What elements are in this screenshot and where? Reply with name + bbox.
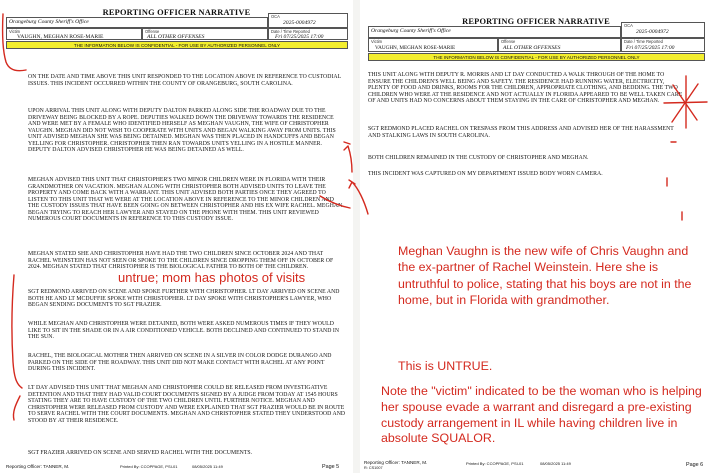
annotation-note-wife: Meghan Vaughn is the new wife of Chris Vaughn and the ex-partner of Rachel Weinstein. Here she is untruthful to police, stating that his boys are not in the home, but in Florida with grandmother.: [398, 244, 692, 308]
narrative-paragraph: ON THE DATE AND TIME ABOVE THIS UNIT RESPONDED TO THE LOCATION ABOVE IN REFERENCE TO CUSTODIAL ISSUES. THIS INCIDENT OCCURRED WITHIN THE COUNTY OF ORANGEBURG, SOUTH CAROLINA.: [28, 74, 341, 87]
footer-printed-date: 08/05/2025 11:49: [192, 464, 223, 469]
footer-code: R: CS1007: [364, 466, 383, 470]
report-title: REPORTING OFFICER NARRATIVE: [102, 8, 251, 17]
agency-name: Orangeburg County Sheriff's Office: [9, 19, 89, 25]
narrative-paragraph: MEGHAN ADVISED THIS UNIT THAT CHRISTOPHER'S TWO MINOR CHILDREN WERE IN FLORIDA WITH THEIR GRANDMOTHER ON VACATION. MEGHAN ALONG WITH CHRISTOPHER BOTH ADVISED UNITS TO LEAVE THE PROPERTY AND COME BACK WITH A WARRANT. THIS UNIT ADVISED BOTH PARTIES ONCE THEY AGREED TO LISTEN TO THIS UNIT THAT WE WERE AT THE LOCATION ABOVE IN REFERENCE TO THE MINOR CHILDREN AND THE CUSTODY ISSUES THAT HAVE BEEN GOING ON BETWEEN CHRISTOPHER AND HIS EX WIFE RACHEL. MEGHAN BEGAN TRYING TO REACH HER LAWYER AND STAYED ON THE PHONE WITH THEM. THIS UNIT REVIEWED NUMEROUS COURT DOCUMENTS IN REFERENCE TO THIS CUSTODY ISSUE.: [28, 177, 343, 222]
footer-printed-by: Printed By: CCOPPAGE, PSI-01: [120, 464, 178, 469]
date-box: [268, 28, 348, 40]
footer-printed-by: Printed By: CCOPPAGE, PSI-01: [466, 461, 524, 466]
narrative-paragraph: RACHEL, THE BIOLOGICAL MOTHER THEN ARRIVED ON SCENE IN A SILVER IN COLOR DODGE DURANGO AND PARKED ON THE SIDE OF THE ROADWAY. THIS UNIT DID NOT MAKE CONTACT WITH RACHEL AT ANY POINT DURING THIS INCIDENT.: [28, 353, 332, 372]
offense-label: Offense: [145, 29, 160, 34]
date-box: [621, 38, 705, 52]
narrative-paragraph: THIS UNIT ALONG WITH DEPUTY R. MORRIS AND LT DAY CONDUCTED A WALK THROUGH OF THE HOME TO ENSURE THE CHILDREN'S WELL BEING AND SAFETY. THE RESIDENCE HAD RUNNING WATER, ELECTRICITY, PLENTY OF FOOD AND DRINKS, ROOMS FOR THE CHILDREN, APPROPRIATE CLOTHING, AND BEDDING. THE TWO CHILDREN WHO WERE AT THE RESIDENCE AND NOT ACTUALLY IN FLORIDA APPEARED TO BE WELL TAKEN CARE OF AND UNITS HAD NO CONCERNS ABOUT THEM STAYING IN THE CARE OF CHRISTOPHER AND MEGHAN.: [368, 72, 683, 104]
offense-value: ALL OTHER OFFENSES: [147, 34, 205, 40]
agency-name: Orangeburg County Sheriff's Office: [371, 28, 451, 34]
report-title: REPORTING OFFICER NARRATIVE: [462, 17, 610, 26]
confidential-banner: THE INFORMATION BELOW IS CONFIDENTIAL - FOR USE BY AUTHORIZED PERSONNEL ONLY: [368, 53, 705, 61]
offense-box: [498, 38, 621, 52]
annotation-note-victim: Note the "victim" indicated to be the woman who is helping her spouse evade a warrant and disregard a pre-existing custody arrangement in IL while having children live in absolute SQUALOR.: [381, 384, 702, 446]
annotation-untrue-note: untrue; mom has photos of visits: [118, 270, 306, 285]
narrative-paragraph: SGT REDMOND PLACED RACHEL ON TRESPASS FROM THIS ADDRESS AND ADVISED HER OF THE HARASSMENT AND STALKING LAWS IN SOUTH CAROLINA.: [368, 126, 674, 139]
agency-box: [368, 26, 621, 38]
date-label: Date / Time Reported: [271, 29, 310, 34]
victim-box: [6, 28, 142, 40]
footer-officer: Reporting Officer: TANNER, M.: [6, 464, 70, 469]
narrative-paragraph: WHILE MEGHAN AND CHRISTOPHER WERE DETAINED, BOTH WERE ASKED NUMEROUS TIMES IF THEY WOULD LIKE TO SIT IN THE SHADE OR IN A AIR CONDITIONED VEHICLE. BOTH DECLINED AND CONTINUED TO STAND IN THE SUN.: [28, 321, 340, 340]
oca-box: [621, 22, 705, 38]
victim-name: VAUGHN, MEGHAN ROSE-MARIE: [375, 45, 456, 51]
footer-page-number: Page 5: [322, 464, 340, 470]
narrative-paragraph: SGT FRAZIER ARRIVED ON SCENE AND SERVED RACHEL WITH THE DOCUMENTS.: [28, 450, 253, 456]
narrative-paragraph: LT DAY ADVISED THIS UNIT THAT MEGHAN AND CHRISTOPHER COULD BE RELEASED FROM INVESTIGATIVE DETENTION AND THAT THEY HAD VALID COURT DOCUMENTS SIGNED BY A JUDGE FROM TODAY AT 1545 HOURS STATING THEY ARE TO HAVE CUSTODY OF THE TWO CHILDREN UNTIL FURTHER NOTICE. MEGHAN AND CHRISTOPHER WERE RELEASED FROM CUSTODY AND WERE EXPLAINED THAT SGT FRAZIER WOULD BE IN ROUTE TO SERVE RACHEL WITH THE COURT DOCUMENTS. MEGHAN AND CHRISTOPHER STATED THEY UNDERSTOOD AND STOOD BY AT THEIR RESIDENCE.: [28, 385, 346, 424]
report-page-5: [0, 0, 353, 473]
footer-page-number: Page 6: [686, 462, 704, 468]
footer-officer: Reporting Officer: TANNER, M.: [364, 460, 428, 465]
offense-value: ALL OTHER OFFENSES: [503, 45, 561, 51]
narrative-paragraph: BOTH CHILDREN REMAINED IN THE CUSTODY OF CHRISTOPHER AND MEGHAN.: [368, 155, 589, 161]
footer-printed-date: 08/05/2025 11:49: [540, 461, 571, 466]
victim-label: Victim: [371, 39, 383, 44]
oca-label: OCA: [624, 23, 633, 28]
date-value: Fri 07/25/2025 17:00: [626, 45, 675, 51]
victim-name: VAUGHN, MEGHAN ROSE-MARIE: [17, 34, 104, 40]
narrative-paragraph: THIS INCIDENT WAS CAPTURED ON MY DEPARTMENT ISSUED BODY WORN CAMERA.: [368, 171, 603, 177]
narrative-paragraph: UPON ARRIVAL THIS UNIT ALONG WITH DEPUTY DALTON PARKED ALONG SIDE THE ROADWAY DUE TO THE DRIVEWAY BEING BLOCKED BY A ROPE. DEPUTIES WALKED DOWN THE DRIVEWAY TOWARDS THE RESIDENCE AND WERE MET BY A FEMALE WHO IDENTIFIED HERSELF AS MEGHAN VAUGHN, THE WIFE OF CHRISTOPHER VAUGHN. MEGHAN DID NOT WISH TO COOPERATE WITH UNITS AND BEGAN WALKING AWAY FROM UNITS. THIS UNIT ADVISED MEGHAN SHE WAS BEING DETAINED. MEGHAN WAS THEN PLACED IN HANDCUFFS AND BEGAN YELLING FOR CHRISTOPHER. CHRISTOPHER THEN RAN TOWARDS UNITS YELLING IN A HOSTILE MANNER. DEPUTY DALTON ADVISED CHRISTOPHER HE WAS BEING DETAINED AS WELL.: [28, 108, 336, 153]
oca-number: 2025-0004972: [283, 20, 316, 26]
oca-label: OCA: [271, 14, 280, 19]
narrative-paragraph: MEGHAN STATED SHE AND CHRISTOPHER HAVE HAD THE TWO CHILDREN SINCE OCTOBER 2024 AND THAT RACHEL WEINSTEIN HAS NOT SEEN OR SPOKE TO THE CHILDREN SINCE DROPPING THEM OFF IN OCTOBER OF 2024. MEGHAN STATED THAT CHRISTOPHER IS THE BIOLOGICAL FATHER TO BOTH OF THE CHILDREN.: [28, 251, 334, 270]
oca-number: 2025-0004972: [636, 29, 669, 35]
date-label: Date / Time Reported: [624, 39, 663, 44]
offense-box: [142, 28, 268, 40]
oca-box: [268, 13, 348, 28]
victim-box: [368, 38, 498, 52]
offense-label: Offense: [501, 39, 516, 44]
confidential-banner: THE INFORMATION BELOW IS CONFIDENTIAL - FOR USE BY AUTHORIZED PERSONNEL ONLY: [6, 41, 348, 49]
date-value: Fri 07/25/2025 17:00: [275, 34, 324, 40]
annotation-note-untrue: This is UNTRUE.: [398, 359, 493, 373]
narrative-paragraph: SGT REDMOND ARRIVED ON SCENE AND SPOKE FURTHER WITH CHRISTOPHER. LT DAY ARRIVED ON SCENE AND BOTH HE AND LT MCDUFFIE SPOKE WITH CHRISTOPHER. LT DAY SPOKE WITH CHRISTOPHER'S LAWYER, WHO BEGAN SENDING DOCUMENTS TO SGT FRAZIER.: [28, 289, 340, 308]
victim-label: Victim: [9, 29, 21, 34]
agency-box: [6, 17, 268, 28]
